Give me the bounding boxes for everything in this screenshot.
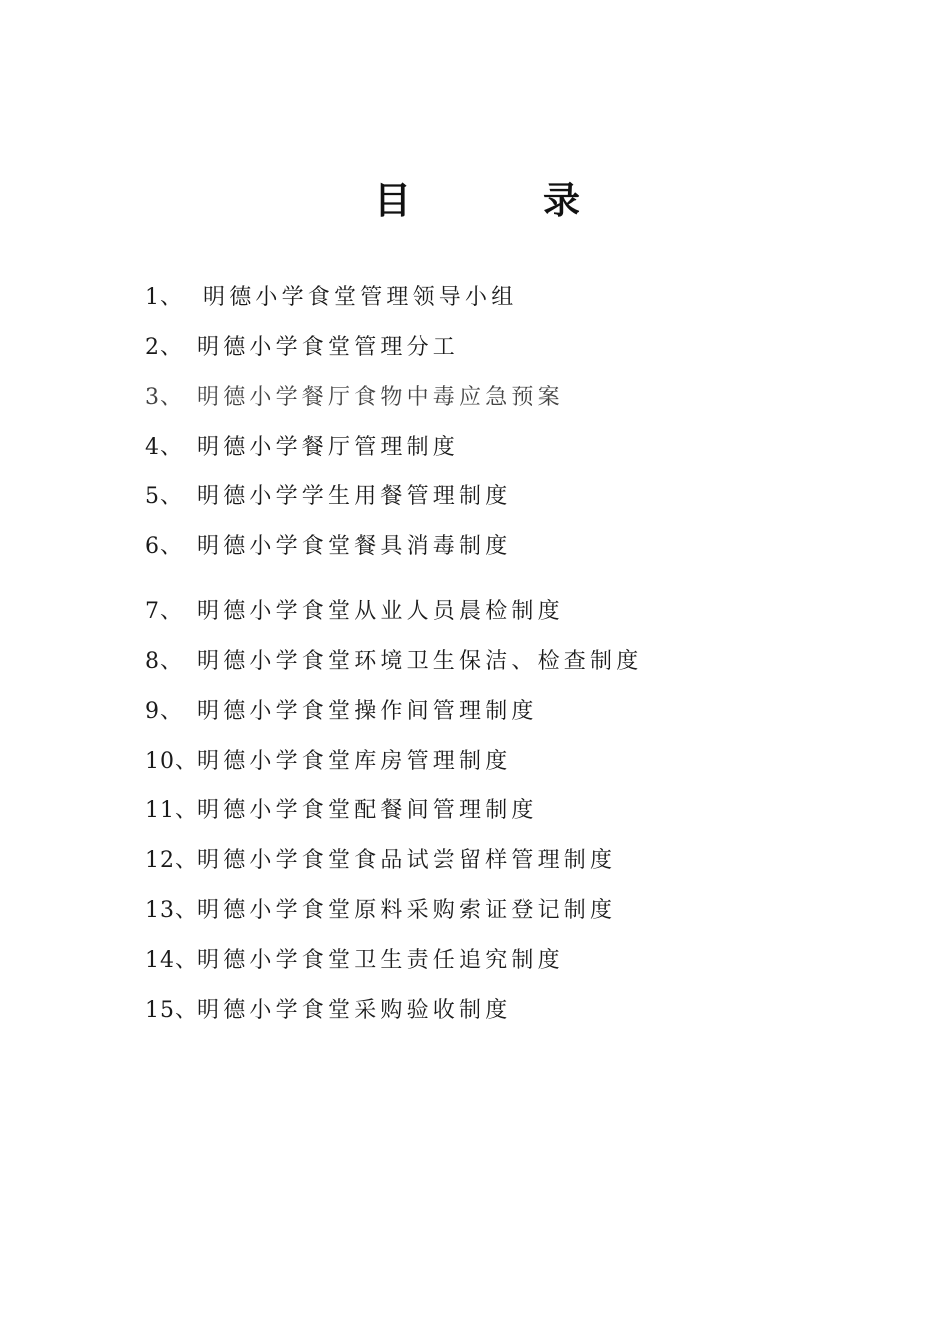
toc-item-4[interactable] [145,431,459,465]
toc-item-number: 15、 [145,998,198,1023]
toc-item-title: 明德小学食堂库房管理制度 [197,749,512,774]
toc-item-12[interactable] [145,844,616,878]
toc-item-title: 明德小学食堂配餐间管理制度 [197,798,538,823]
toc-item-number: 2、 [145,335,183,360]
toc-item-title: 明德小学餐厅食物中毒应急预案 [197,385,564,410]
toc-item-15[interactable] [145,994,511,1028]
toc-item-title: 明德小学食堂管理领导小组 [203,285,518,310]
toc-item-title: 明德小学食堂餐具消毒制度 [197,534,512,559]
toc-item-number: 11、 [145,798,198,823]
toc-item-title: 明德小学食堂食品试尝留样管理制度 [197,848,617,873]
toc-item-number: 14、 [145,948,198,973]
toc-item-title: 明德小学食堂管理分工 [197,335,460,360]
toc-item-14[interactable] [145,944,564,978]
toc-item-11[interactable] [145,794,538,828]
toc-item-number: 3、 [145,385,183,410]
toc-item-title: 明德小学食堂从业人员晨检制度 [197,599,564,624]
toc-item-3[interactable] [145,381,564,415]
toc-item-2[interactable] [145,331,459,365]
toc-item-number: 13、 [145,898,198,923]
toc-item-13[interactable] [145,894,616,928]
toc-item-7[interactable] [145,595,564,629]
toc-item-number: 7、 [145,599,183,624]
title-char-1: 目 [374,178,411,222]
toc-item-title: 明德小学食堂原料采购索证登记制度 [197,898,617,923]
toc-item-title: 明德小学学生用餐管理制度 [197,484,512,509]
toc-item-number: 10、 [145,749,198,774]
toc-item-number: 6、 [145,534,183,559]
title-char-2: 录 [543,178,580,222]
toc-item-number: 12、 [145,848,198,873]
toc-item-number: 4、 [145,435,183,460]
toc-item-5[interactable] [145,480,511,514]
toc-item-title: 明德小学食堂环境卫生保洁、检查制度 [197,649,643,674]
toc-item-9[interactable] [145,695,538,729]
toc-item-title: 明德小学餐厅管理制度 [197,435,460,460]
toc-item-number: 1、 [145,285,183,310]
toc-item-6[interactable] [145,530,511,564]
toc-item-8[interactable] [145,645,642,679]
toc-item-10[interactable] [145,745,511,779]
toc-item-number: 5、 [145,484,183,509]
toc-item-title: 明德小学食堂卫生责任追究制度 [197,948,564,973]
toc-item-1[interactable] [145,281,517,315]
toc-item-number: 9、 [145,699,183,724]
toc-item-title: 明德小学食堂操作间管理制度 [197,699,538,724]
toc-item-title: 明德小学食堂采购验收制度 [197,998,512,1023]
toc-item-number: 8、 [145,649,183,674]
